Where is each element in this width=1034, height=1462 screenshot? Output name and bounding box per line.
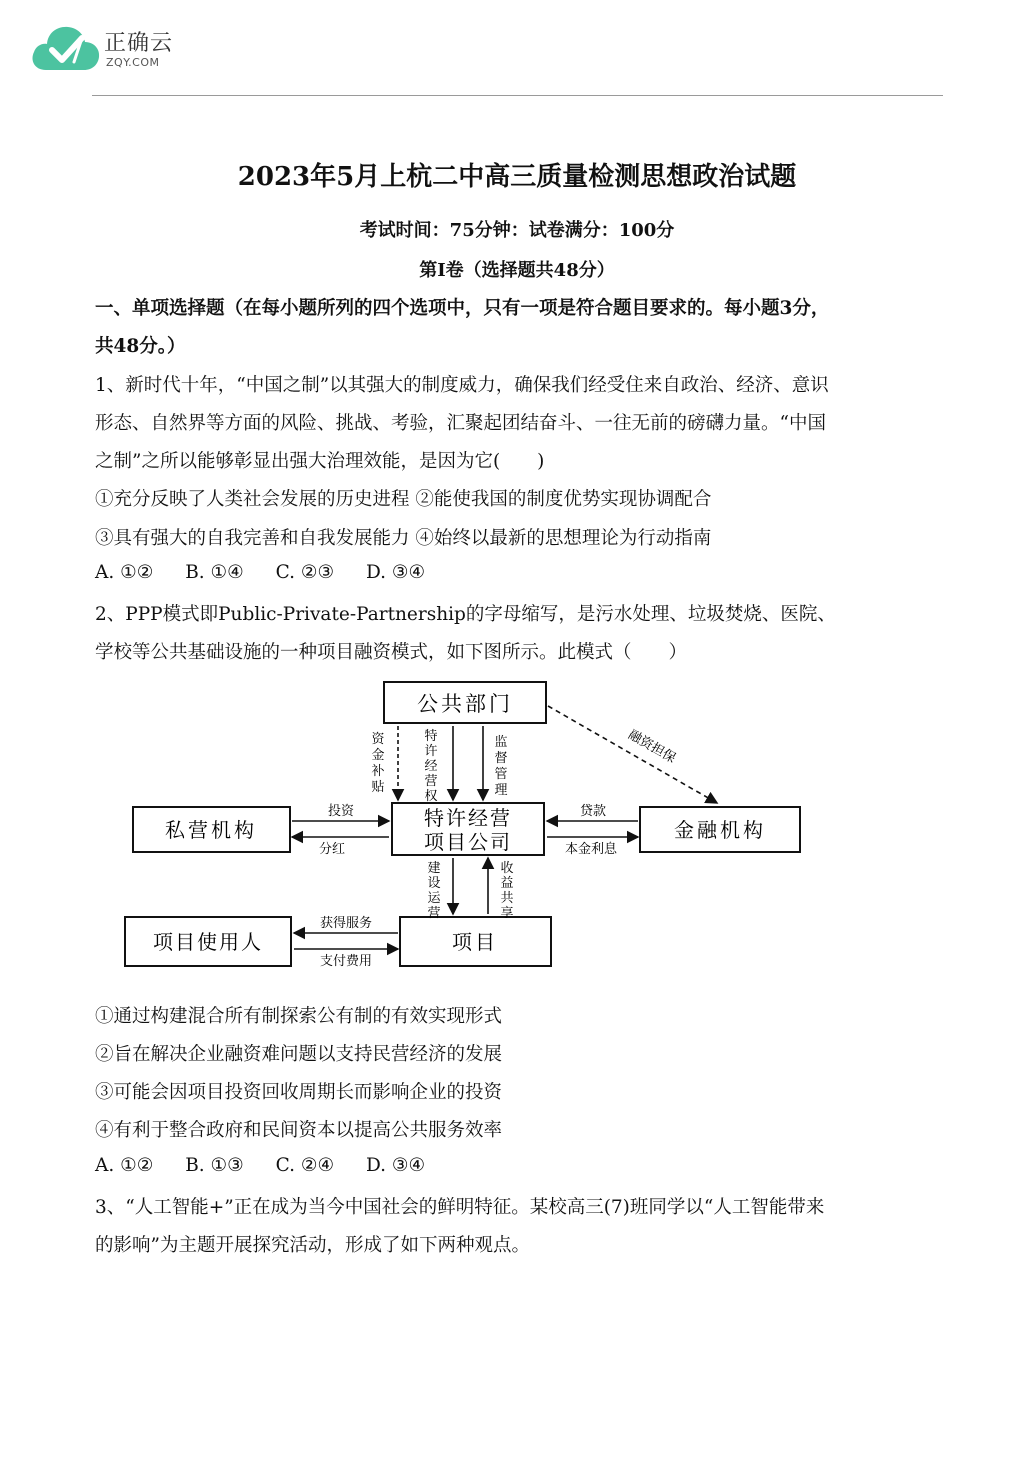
svg-text:许: 许	[424, 744, 438, 759]
cloud-check-icon	[30, 22, 102, 74]
revenue-share-label	[500, 860, 513, 921]
ppp-diagram	[120, 676, 810, 972]
svg-text:督: 督	[494, 751, 508, 766]
pay-fee-label: 支付费用	[319, 954, 373, 969]
svg-text:资: 资	[371, 732, 385, 747]
franchise-label	[424, 728, 437, 804]
loan-label: 贷款	[579, 804, 607, 819]
q1-option-a[interactable]: A. ①②	[95, 562, 154, 583]
q2-option-d[interactable]: D. ③④	[365, 1155, 426, 1176]
svg-text:特: 特	[424, 729, 438, 744]
project-user-label: 项目使用人	[153, 930, 263, 954]
q2-item-line: ④有利于整合政府和民间资本以提高公共服务效率	[95, 1120, 503, 1141]
exam-title: 2023年5月上杭二中高三质量检测思想政治试题	[237, 162, 797, 192]
q2-stem-line: 2、PPP模式即Public-Private-Partnership的字母缩写，是污水处理、垃圾焚烧、医院、	[95, 604, 836, 625]
section-heading: 一、单项选择题（在每小题所列的四个选项中，只有一项是符合题目要求的。每小题3分，	[95, 298, 830, 319]
dividend-label: 分红	[318, 842, 346, 857]
svg-text:享: 享	[500, 906, 514, 921]
q2-item-line: ②旨在解决企业融资难问题以支持民营经济的发展	[95, 1044, 503, 1065]
q2-item-line: ①通过构建混合所有制探索公有制的有效实现形式	[95, 1006, 503, 1027]
q1-option-b[interactable]: B. ①④	[185, 562, 244, 583]
svg-text:补: 补	[371, 764, 385, 779]
subsidy-label	[371, 731, 385, 795]
private-org-label: 私营机构	[165, 818, 257, 842]
q1-item-line: ①充分反映了人类社会发展的历史进程 ②能使我国的制度优势实现协调配合	[95, 489, 712, 510]
company-label-line2: 项目公司	[424, 830, 512, 854]
q3-stem-line: 3、“人工智能+”正在成为当今中国社会的鲜明特征。某校高三(7)班同学以“人工智能带来	[95, 1197, 825, 1218]
svg-text:经: 经	[424, 759, 438, 774]
q2-option-a[interactable]: A. ①②	[95, 1155, 154, 1176]
build-operate-label	[427, 860, 441, 921]
svg-text:理: 理	[494, 783, 508, 798]
q2-item-line: ③可能会因项目投资回收周期长而影响企业的投资	[95, 1082, 503, 1103]
svg-text:营: 营	[424, 774, 438, 789]
brand-domain: ZQY.COM	[106, 56, 160, 69]
guarantee-arrow	[548, 706, 717, 803]
part-heading: 第I卷（选择题共48分）	[419, 260, 615, 281]
q1-option-d[interactable]: D. ③④	[365, 562, 426, 583]
svg-text:权: 权	[424, 789, 438, 804]
svg-text:建: 建	[427, 861, 441, 876]
section-heading-cont: 共48分。）	[95, 336, 186, 357]
q2-options	[95, 1155, 451, 1176]
q1-options	[95, 562, 451, 583]
svg-text:收: 收	[500, 861, 514, 876]
svg-text:贴: 贴	[371, 780, 385, 795]
q2-option-c[interactable]: C. ②④	[275, 1155, 335, 1176]
q1-stem-line: 形态、自然界等方面的风险、挑战、考验，汇聚起团结奋斗、一往无前的磅礴力量。“中国	[95, 413, 826, 434]
project-label: 项目	[452, 930, 498, 954]
guarantee-label: 融资担保	[625, 727, 679, 767]
svg-text:营: 营	[427, 906, 441, 921]
invest-label: 投资	[327, 804, 355, 819]
brand-name: 正确云	[104, 31, 174, 56]
svg-text:益: 益	[500, 876, 514, 891]
q1-option-c[interactable]: C. ②③	[275, 562, 335, 583]
svg-text:设: 设	[427, 876, 441, 891]
q1-stem-line: 之制”之所以能够彰显出强大治理效能，是因为它( )	[95, 451, 545, 472]
supervision-label	[494, 734, 507, 798]
brand-logo	[30, 22, 190, 78]
q1-item-line: ③具有强大的自我完善和自我发展能力 ④始终以最新的思想理论为行动指南	[95, 528, 712, 549]
exam-info: 考试时间：75分钟：试卷满分：100分	[359, 220, 675, 241]
q2-option-b[interactable]: B. ①③	[185, 1155, 244, 1176]
q3-stem-line: 的影响”为主题开展探究活动，形成了如下两种观点。	[95, 1235, 530, 1256]
header-divider	[92, 95, 943, 96]
get-service-label: 获得服务	[319, 916, 373, 931]
q1-stem-line: 1、新时代十年，“中国之制”以其强大的制度威力，确保我们经受住来自政治、经济、意识	[95, 375, 829, 396]
principal-interest-label: 本金利息	[564, 842, 618, 857]
q2-stem-line: 学校等公共基础设施的一种项目融资模式，如下图所示。此模式（ ）	[95, 642, 688, 663]
svg-text:运: 运	[427, 891, 441, 906]
financial-org-label: 金融机构	[674, 818, 766, 842]
company-label-line1: 特许经营	[424, 806, 512, 830]
public-sector-label: 公共部门	[417, 692, 513, 716]
svg-text:金: 金	[371, 748, 385, 763]
svg-text:共: 共	[500, 891, 514, 906]
svg-text:管: 管	[494, 767, 508, 782]
svg-text:监: 监	[494, 735, 508, 750]
